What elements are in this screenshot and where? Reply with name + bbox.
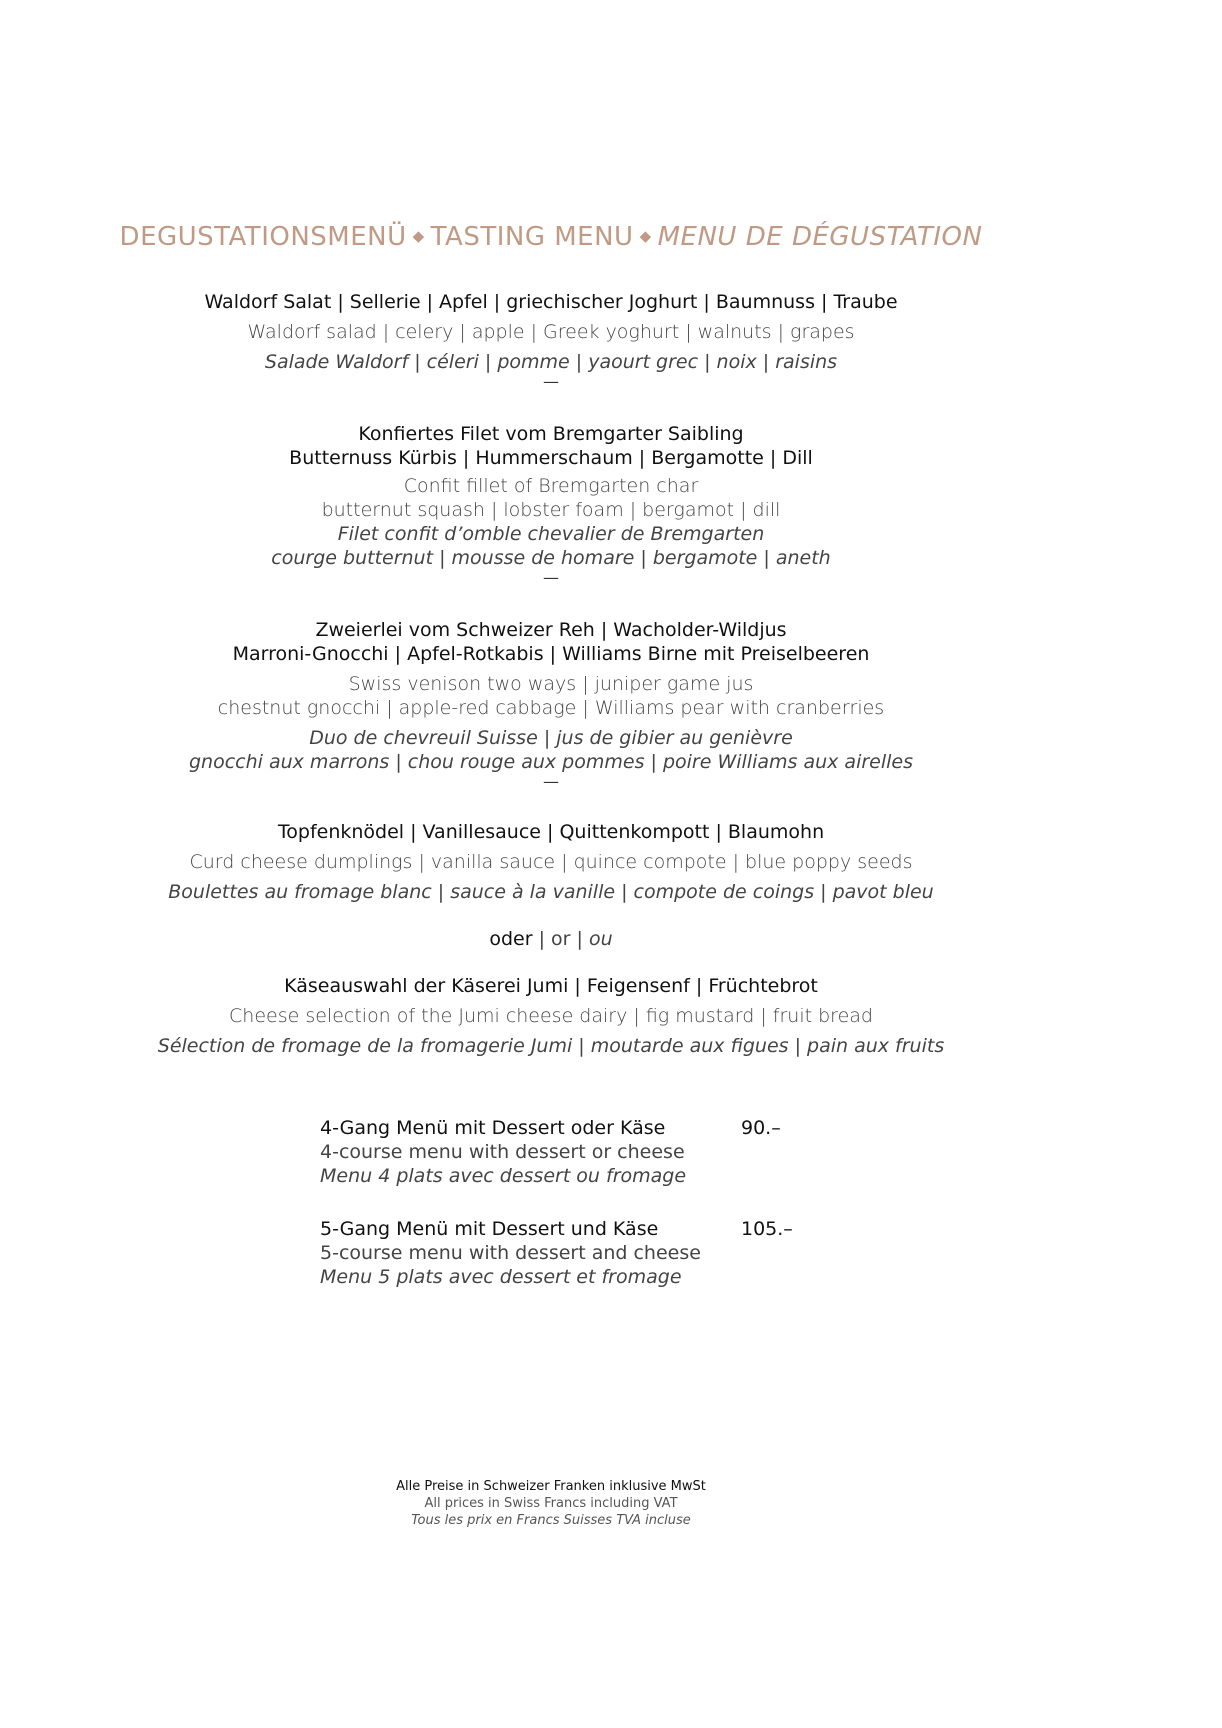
course-en-line: Cheese selection of the Jumi cheese dairy | fig mustard | fruit bread (229, 1005, 873, 1027)
menu-title (0, 222, 1102, 252)
title-de: DEGUSTATIONSMENÜ (119, 222, 407, 252)
title-en: TASTING MENU (430, 222, 634, 252)
or-fr: ou (588, 928, 613, 950)
footnote-de: Alle Preise in Schweizer Franken inklusive MwSt (396, 1479, 706, 1494)
footnote-fr: Tous les prix en Francs Suisses TVA incluse (411, 1513, 691, 1528)
course-cheese (0, 974, 1102, 1058)
title-fr: MENU DE DÉGUSTATION (657, 222, 983, 252)
course-fr-line: courge butternut | mousse de homare | bergamote | aneth (271, 547, 831, 569)
or-separator (0, 928, 1102, 950)
course-en-line: Waldorf salad | celery | apple | Greek yoghurt | walnuts | grapes (247, 321, 855, 343)
course-divider: — (543, 568, 559, 587)
course-fr-line: Filet confit d’omble chevalier de Bremgarten (337, 523, 765, 545)
price-option-de: 4-Gang Menü mit Dessert oder Käse (320, 1117, 666, 1139)
course-fr-line: Boulettes au fromage blanc | sauce à la vanille | compote de coings | pavot bleu (168, 881, 934, 903)
price-footnote (0, 1478, 1102, 1529)
diamond-separator-icon: ◆ (412, 227, 425, 245)
price-option-de: 5-Gang Menü mit Dessert und Käse (320, 1218, 659, 1240)
price-value: 105.– (741, 1218, 793, 1240)
course-venison (0, 618, 1102, 790)
course-waldorf-salad (0, 290, 1102, 390)
course-divider: — (543, 372, 559, 391)
course-de-line: Marroni-Gnocchi | Apfel-Rotkabis | Williams Birne mit Preiselbeeren (232, 643, 870, 665)
course-char (0, 422, 1102, 586)
course-fr-line: Duo de chevreuil Suisse | jus de gibier au genièvre (309, 727, 793, 749)
course-de-line: Konfiertes Filet vom Bremgarter Saibling (358, 423, 744, 445)
course-fr-line: Sélection de fromage de la fromagerie Jumi | moutarde aux figues | pain aux fruits (157, 1035, 945, 1057)
course-de-line: Butternuss Kürbis | Hummerschaum | Bergamotte | Dill (289, 447, 813, 469)
or-en: or (551, 928, 571, 950)
price-option-5-course (320, 1217, 820, 1289)
course-fr-line: gnocchi aux marrons | chou rouge aux pommes | poire Williams aux airelles (188, 751, 913, 773)
price-option-fr: Menu 5 plats avec dessert et fromage (320, 1266, 682, 1288)
price-value: 90.– (741, 1117, 781, 1139)
course-divider: — (543, 772, 559, 791)
course-en-line: Swiss venison two ways | juniper game jus (348, 673, 754, 695)
or-de: oder (489, 928, 533, 950)
course-dessert (0, 820, 1102, 904)
course-de-line: Zweierlei vom Schweizer Reh | Wacholder-Wildjus (315, 619, 787, 641)
price-option-en: 5-course menu with dessert and cheese (320, 1242, 701, 1264)
course-fr-line: Salade Waldorf | céleri | pomme | yaourt grec | noix | raisins (264, 351, 838, 373)
course-de-line: Käseauswahl der Käserei Jumi | Feigensenf | Früchtebrot (284, 975, 818, 997)
or-sep: | (570, 928, 589, 950)
diamond-separator-icon: ◆ (639, 227, 652, 245)
price-option-fr: Menu 4 plats avec dessert ou fromage (320, 1165, 687, 1187)
price-option-en: 4-course menu with dessert or cheese (320, 1141, 685, 1163)
price-option-4-course (320, 1116, 820, 1188)
course-en-line: butternut squash | lobster foam | bergamot | dill (321, 499, 781, 521)
course-de-line: Waldorf Salat | Sellerie | Apfel | griechischer Joghurt | Baumnuss | Traube (204, 291, 898, 313)
course-de-line: Topfenknödel | Vanillesauce | Quittenkompott | Blaumohn (277, 821, 825, 843)
course-en-line: Confit fillet of Bremgarten char (403, 475, 699, 497)
footnote-en: All prices in Swiss Francs including VAT (424, 1496, 678, 1511)
course-en-line: chestnut gnocchi | apple-red cabbage | Williams pear with cranberries (217, 697, 885, 719)
or-sep: | (532, 928, 552, 950)
course-en-line: Curd cheese dumplings | vanilla sauce | quince compote | blue poppy seeds (189, 851, 913, 873)
